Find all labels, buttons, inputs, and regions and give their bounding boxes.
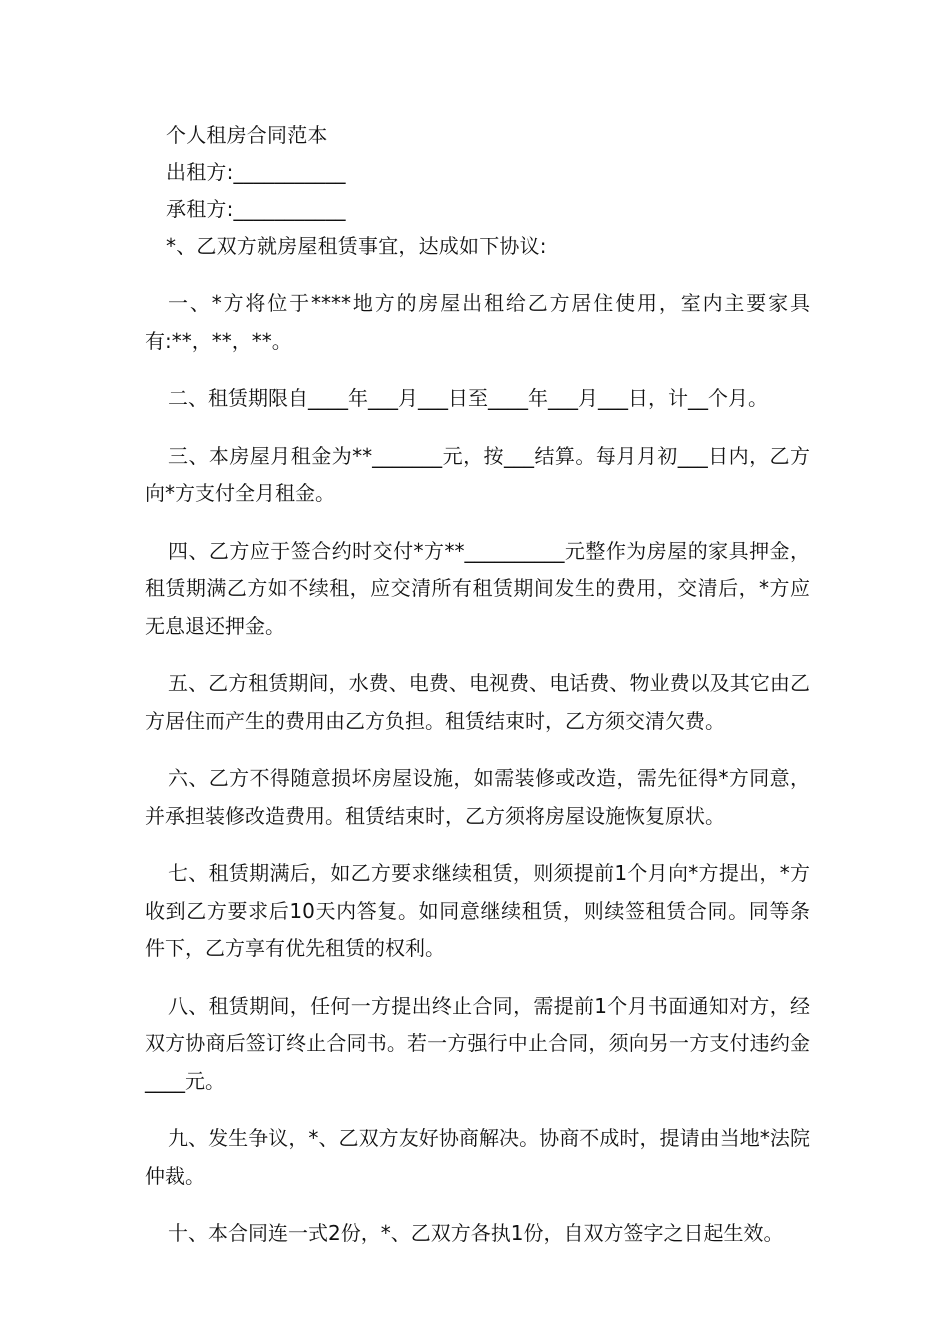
- clause-1: 一、*方将位于****地方的房屋出租给乙方居住使用，室内主要家具有:**，**，**。: [145, 291, 810, 353]
- clause-5: 五、乙方租赁期间，水费、电费、电视费、电话费、物业费以及其它由乙方居住而产生的费用由乙方负担。租赁结束时，乙方须交清欠费。: [145, 671, 810, 733]
- contract-body: [145, 117, 810, 1253]
- preamble: *、乙双方就房屋租赁事宜，达成如下协议:: [166, 234, 547, 258]
- clause-10: 十、本合同连一式2份，*、乙双方各执1份，自双方签字之日起生效。: [168, 1221, 784, 1245]
- clause-9: 九、发生争议，*、乙双方友好协商解决。协商不成时，提请由当地*法院仲裁。: [145, 1126, 810, 1188]
- lessor-line: 出租方:___________: [166, 160, 346, 184]
- clause-6: 六、乙方不得随意损坏房屋设施，如需装修或改造，需先征得*方同意，并承担装修改造费用。租赁结束时，乙方须将房屋设施恢复原状。: [145, 766, 810, 828]
- clause-7: 七、租赁期满后，如乙方要求继续租赁，则须提前1个月向*方提出，*方收到乙方要求后10天内答复。如同意继续租赁，则续签租赁合同。同等条件下，乙方享有优先租赁的权利。: [145, 861, 810, 960]
- clause-4: 四、乙方应于签合约时交付*方**__________元整作为房屋的家具押金，租赁期满乙方如不续租，应交清所有租赁期间发生的费用，交清后，*方应无息退还押金。: [145, 538, 810, 638]
- clause-8: 八、租赁期间，任何一方提出终止合同，需提前1个月书面通知对方，经双方协商后签订终止合同书。若一方强行中止合同，须向另一方支付违约金____元。: [145, 993, 810, 1093]
- clause-2: 二、租赁期限自____年___月___日至____年___月___日，计__个月。: [168, 386, 768, 410]
- lessee-line: 承租方:___________: [166, 197, 346, 221]
- clause-3: 三、本房屋月租金为**_______元，按___结算。每月月初___日内，乙方向*方支付全月租金。: [145, 443, 810, 505]
- page-title: 个人租房合同范本: [166, 123, 328, 147]
